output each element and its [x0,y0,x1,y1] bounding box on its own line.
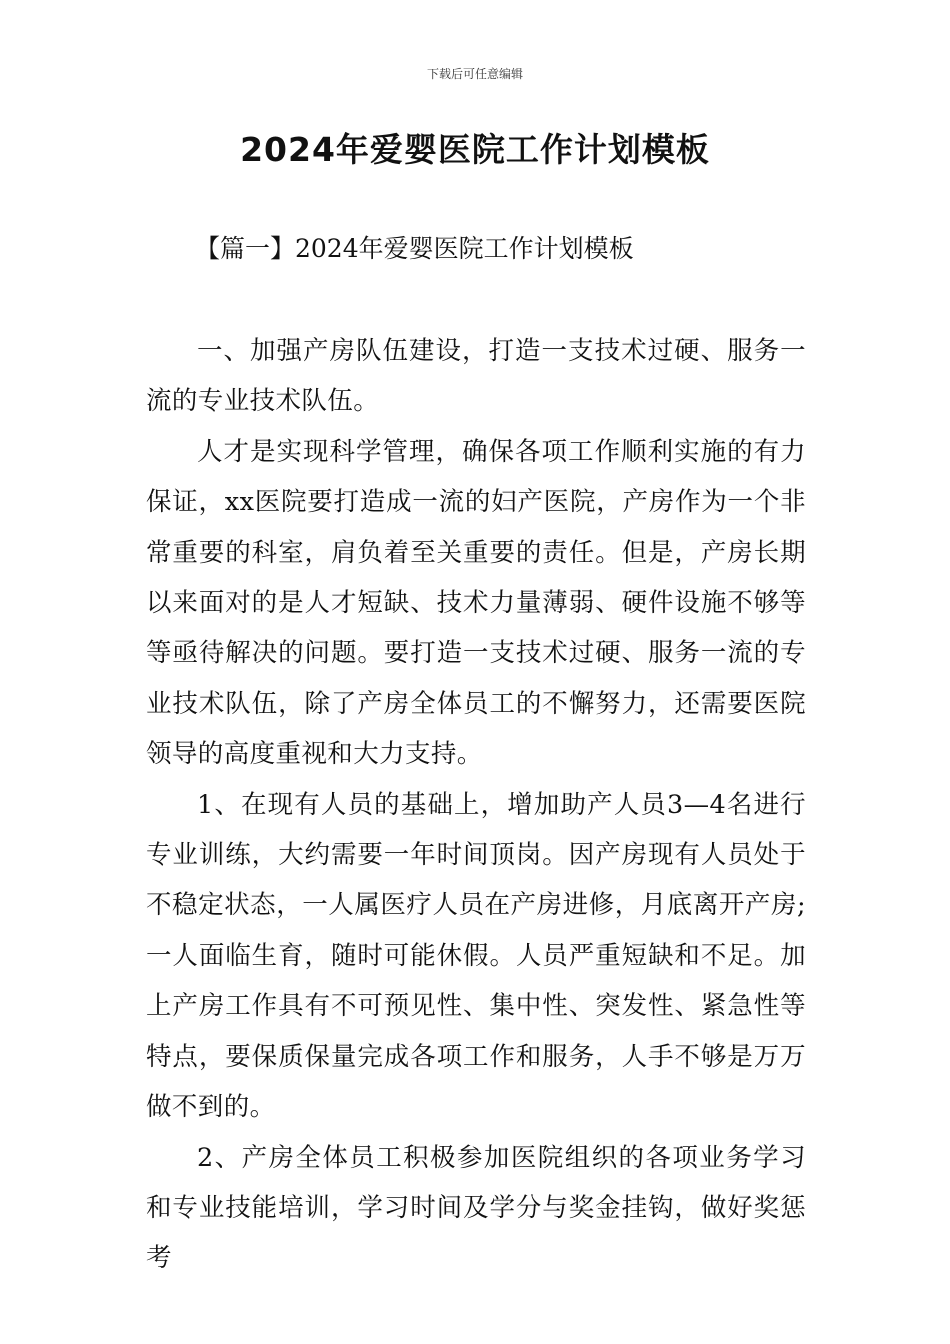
document-body [146,326,806,1284]
document-title: 2024年爱婴医院工作计划模板 [240,130,710,169]
body-paragraph: 2、产房全体员工积极参加医院组织的各项业务学习和专业技能培训，学习时间及学分与奖金挂钩，做好奖惩考 [146,1142,806,1274]
page-header-note: 下载后可任意编辑 [426,67,523,81]
body-paragraph: 1、在现有人员的基础上，增加助产人员3—4名进行专业训练，大约需要一年时间顶岗。因产房现有人员处于不稳定状态，一人属医疗人员在产房进修，月底离开产房;一人面临生育，随时可能休假。人员严重短缺和不足。加上产房工作具有不可预见性、集中性、突发性、紧急性等特点，要保质保量完成各项工作和服务，人手不够是万万做不到的。 [146,789,806,1123]
body-paragraph: 人才是实现科学管理，确保各项工作顺利实施的有力保证，xx医院要打造成一流的妇产医院，产房作为一个非常重要的科室，肩负着至关重要的责任。但是，产房长期以来面对的是人才短缺、技术力量薄弱、硬件设施不够等等亟待解决的问题。要打造一支技术过硬、服务一流的专业技术队伍，除了产房全体员工的不懈努力，还需要医院领导的高度重视和大力支持。 [146,436,806,770]
section-heading: 【篇一】2024年爱婴医院工作计划模板 [195,234,634,263]
body-paragraph: 一、加强产房队伍建设，打造一支技术过硬、服务一流的专业技术队伍。 [146,336,806,417]
